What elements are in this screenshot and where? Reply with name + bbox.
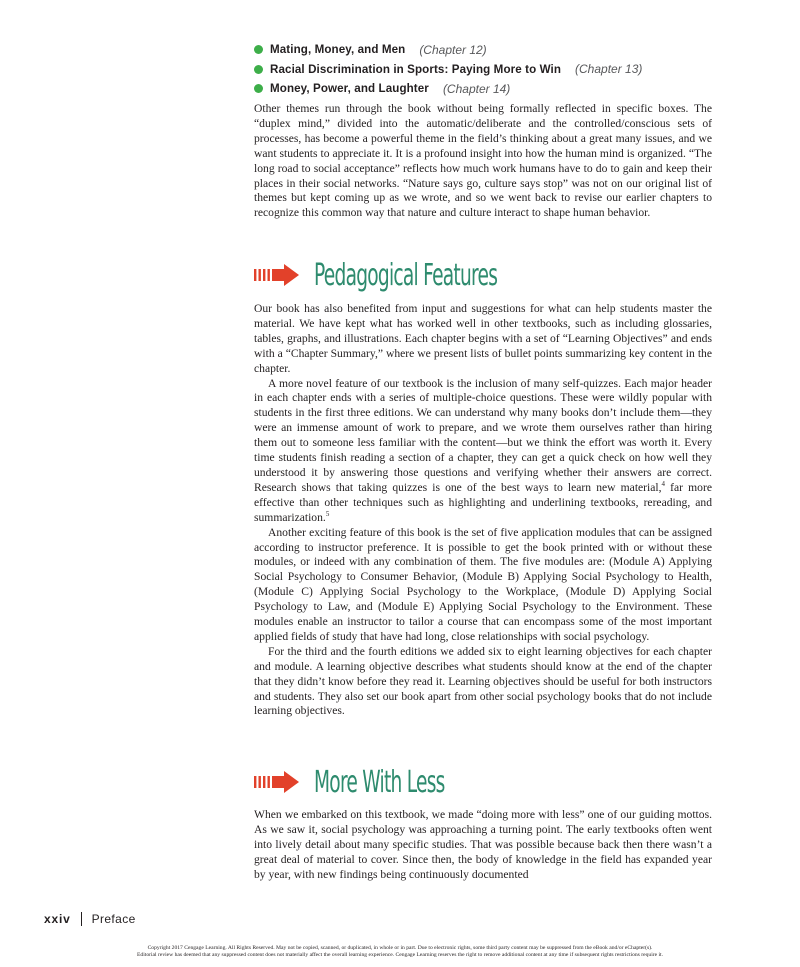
box-title: Racial Discrimination in Sports: Paying More to Win — [270, 62, 562, 76]
themes-paragraph: Other themes run through the book without being formally reflected in specific boxes. The “duplex mind,” divided into the automatic/deliberate and the controlled/conscious sets of processes, has become a powerful theme in the field’s thinking about a great many issues, and we want students to appreciate it. It is a profound insight into how the human mind is organized. “The long road to social acceptance” reflects how much work humans have to do to gain and keep their places in their social networks. “Nature says go, culture says stop” was not on our original list of themes but kept coming up as we wrote, and so we went back to revise our earlier chapters to recognize this common way that nature and culture interact to shape human behavior. — [254, 102, 712, 220]
section-heading-more-with-less — [254, 762, 525, 802]
section-title: More With Less — [314, 764, 445, 800]
arrow-right-icon — [254, 263, 300, 287]
footnote-ref: 4 — [661, 480, 666, 489]
box-chapter: (Chapter 13) — [575, 62, 643, 77]
divider — [81, 912, 82, 926]
paragraph: For the third and the fourth editions we added six to eight learning objectives for each chapter and module. A learning objective describes what students should know at the end of the chapter that they didn’t know before they read it. Learning objectives should be useful for both instructors and students. They also set our book apart from other social psychology books that do not include learning objectives. — [254, 644, 712, 718]
section-heading-pedagogical — [254, 255, 609, 295]
copyright-notice — [30, 945, 770, 959]
page-footer — [44, 912, 136, 926]
box-chapter: (Chapter 14) — [442, 81, 511, 96]
copyright-line: Editorial review has deemed that any suppressed content does not materially affect the overall learning experience. Cengage Learning reserves the right to remove additional content at any time if subsequent rights restrictions require it. — [137, 952, 663, 958]
list-item — [254, 40, 712, 60]
box-title: Money, Power, and Laughter — [270, 82, 429, 96]
arrow-right-icon — [254, 770, 300, 794]
green-bullet-icon — [254, 84, 263, 93]
paragraph-text: far more effective than other techniques such as highlighting and underlining textbooks, rereading, and summarization. — [254, 480, 712, 524]
paragraph-text: A more novel feature of our textbook is the inclusion of many self-quizzes. Each major header in each chapter ends with a series of multiple-choice questions. These were wildly popular with students in the first three editions. We can understand why many books don’t include them—they were an immense amount of work to prepare, and we wrote them ourselves rather than hiring them out to someone less familiar with the content—but we think the effort was worth it. Every time students finish reading a section of a chapter, they can get a quick check on how well they understood it by answering those questions and verifying whether their answers are correct. Research shows that taking quizzes is one of the best ways to learn new material, — [254, 376, 712, 494]
chapter-box-list — [254, 40, 712, 99]
paragraph: Another exciting feature of this book is the set of five application modules that can be assigned according to instructor preference. It is possible to get the book printed with or without these modules, or indeed with any combination of them. The five modules are: (Module A) Applying Social Psychology to Consumer Behavior, (Module B) Applying Social Psychology to Health, (Module C) Applying Social Psychology to the Workplace, (Module D) Applying Social Psychology to Law, and (Module E) Applying Social Psychology to the Environment. These modules enable an instructor to tailor a course that can encompass some of the most important applied fields of study that have had long, close relationships with social psychology. — [254, 525, 712, 643]
green-bullet-icon — [254, 65, 263, 74]
more-with-less-section — [254, 808, 712, 883]
box-title: Mating, Money, and Men — [270, 43, 406, 57]
themes-section — [254, 102, 712, 221]
pedagogical-section — [254, 302, 712, 719]
page-number: xxiv — [44, 912, 71, 926]
self-quiz-paragraph — [254, 377, 712, 526]
green-bullet-icon — [254, 45, 263, 54]
copyright-line: Copyright 2017 Cengage Learning. All Rights Reserved. May not be copied, scanned, or duplicated, in whole or in part. Due to electronic rights, some third party content may be suppressed from the eBook and/or eChapter(s). — [147, 945, 653, 951]
paragraph: When we embarked on this textbook, we made “doing more with less” one of our guiding mottos. As we saw it, social psychology was approaching a turning point. The early textbooks often went into lively detail about many specific studies. That was possible because back then there wasn’t a great deal of material to cover. Since then, the body of knowledge in the field has expanded year by year, with new findings being continuously documented — [254, 808, 712, 881]
box-chapter: (Chapter 12) — [419, 42, 487, 57]
footnote-ref: 5 — [325, 509, 330, 518]
paragraph: Our book has also benefited from input and suggestions for what can help students master the material. We have kept what has worked well in other textbooks, such as including glossaries, tables, graphs, and illustrations. Each chapter begins with a set of “Learning Objectives” and ends with a “Chapter Summary,” where we present lists of bullet points summarizing key content in the chapter. — [254, 302, 712, 375]
section-title: Pedagogical Features — [314, 257, 498, 293]
list-item — [254, 60, 712, 80]
section-label: Preface — [91, 912, 136, 926]
list-item — [254, 79, 712, 99]
